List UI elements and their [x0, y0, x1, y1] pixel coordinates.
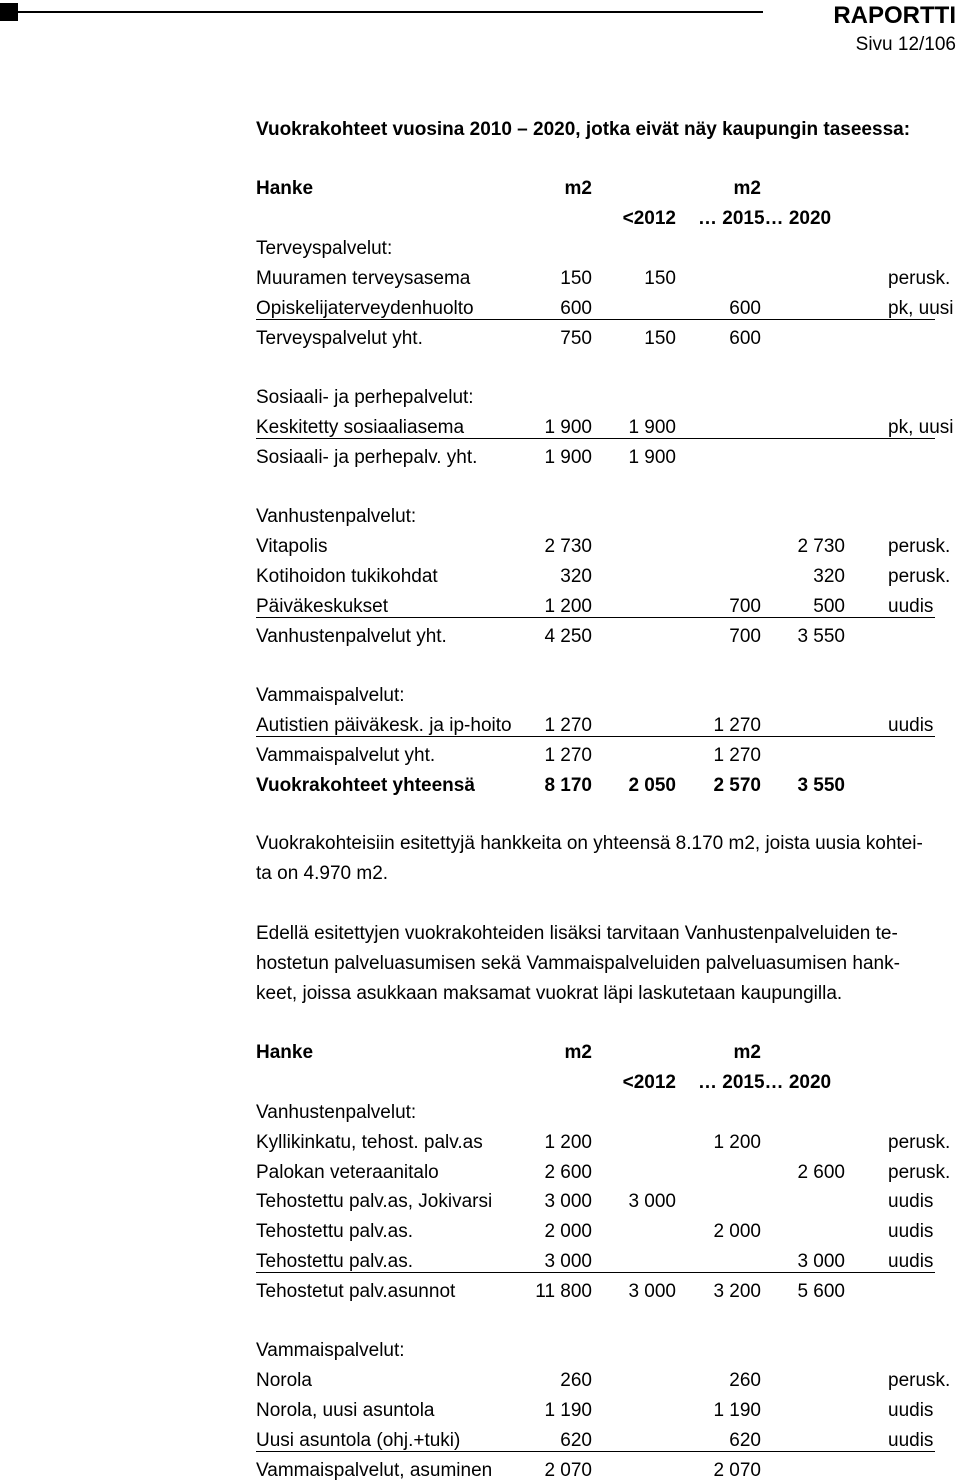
cell-c: 1 190	[713, 1400, 761, 1421]
cell-c: 260	[729, 1370, 761, 1391]
table1-header-row	[0, 176, 960, 202]
cell-name: Vanhustenpalvelut yht.	[256, 626, 447, 647]
cell-name: Tehostettu palv.as.	[256, 1221, 414, 1242]
cell-d: 5 600	[797, 1281, 845, 1302]
cell-name: Sosiaali- ja perhepalvelut:	[256, 387, 474, 408]
page-number: Sivu 12/106	[855, 34, 956, 55]
cell-name: Muuramen terveysasema	[256, 268, 471, 289]
cell-b: 3 000	[628, 1191, 676, 1212]
cell-a: 1 200	[544, 1132, 592, 1153]
table-row	[0, 1189, 960, 1215]
cell-c: 620	[729, 1430, 761, 1451]
additional-needs-paragraph: Edellä esitettyjen vuokrakohteiden lisäksi tarvitaan Vanhustenpalveluiden te-hostetun palveluasumisen sekä Vammaispalveluiden palveluasumisen hank-keet, joissa asukkaan maksamat vuokrat läpi laskutetaan kaupungilla.	[256, 923, 900, 1004]
cell-b: 2 050	[628, 775, 676, 796]
header-square-mark	[0, 3, 18, 21]
column-m2: m2	[564, 1042, 592, 1063]
cell-name: Kotihoidon tukikohdat	[256, 566, 438, 587]
cell-name: Vammaispalvelut, asuminen	[256, 1460, 493, 1481]
cell-name: Vanhustenpalvelut:	[256, 1102, 417, 1123]
column-m2-years: m2	[733, 1042, 761, 1063]
cell-b: 1 900	[628, 417, 676, 438]
table-row	[0, 326, 960, 352]
cell-a: 150	[560, 268, 592, 289]
cell-e: perusk.	[888, 1132, 951, 1153]
cell-e: perusk.	[888, 1162, 951, 1183]
table2-header-row	[0, 1040, 960, 1066]
cell-a: 1 200	[544, 596, 592, 617]
cell-e: uudis	[888, 1221, 934, 1242]
table-row	[0, 564, 960, 590]
cell-d: 500	[813, 596, 845, 617]
column-year-2012: <2012	[622, 208, 676, 229]
cell-d: 3 550	[797, 626, 845, 647]
cell-a: 4 250	[544, 626, 592, 647]
summary-paragraph: Vuokrakohteisiin esitettyjä hankkeita on yhteensä 8.170 m2, joista uusia kohtei-ta on 4.970 m2.	[256, 833, 923, 884]
cell-name: Vammaispalvelut:	[256, 685, 405, 706]
cell-a: 2 600	[544, 1162, 592, 1183]
cell-name: Terveyspalvelut yht.	[256, 328, 423, 349]
cell-name: Päiväkeskukset	[256, 596, 389, 617]
cell-a: 320	[560, 566, 592, 587]
cell-c: 2 070	[713, 1460, 761, 1481]
table-row	[0, 296, 960, 322]
cell-a: 750	[560, 328, 592, 349]
cell-d: 2 730	[797, 536, 845, 557]
cell-e: uudis	[888, 1191, 934, 1212]
cell-a: 2 730	[544, 536, 592, 557]
table-row	[0, 594, 960, 620]
section-heading: Vuokrakohteet vuosina 2010 – 2020, jotka eivät näy kaupungin taseessa:	[256, 119, 911, 140]
cell-a: 600	[560, 298, 592, 319]
cell-e: perusk.	[888, 536, 951, 557]
cell-a: 1 900	[544, 417, 592, 438]
table-row	[0, 1130, 960, 1156]
cell-c: 600	[729, 298, 761, 319]
cell-b: 1 900	[628, 447, 676, 468]
cell-name: Sosiaali- ja perhepalv. yht.	[256, 447, 478, 468]
cell-a: 3 000	[544, 1191, 592, 1212]
cell-a: 1 190	[544, 1400, 592, 1421]
cell-e: uudis	[888, 715, 934, 736]
row-underline	[256, 617, 935, 618]
cell-a: 260	[560, 1370, 592, 1391]
cell-e: uudis	[888, 1251, 934, 1272]
cell-name: Tehostettu palv.as, Jokivarsi	[256, 1191, 493, 1212]
cell-a: 620	[560, 1430, 592, 1451]
row-underline	[256, 1272, 935, 1273]
cell-b: 3 000	[628, 1281, 676, 1302]
cell-a: 8 170	[544, 775, 592, 796]
cell-name: Opiskelijaterveydenhuolto	[256, 298, 474, 319]
table-row	[0, 1279, 960, 1305]
cell-c: 3 200	[713, 1281, 761, 1302]
row-underline	[256, 319, 935, 320]
column-years-2015-2020: … 2015… 2020	[698, 1072, 832, 1093]
cell-a: 1 900	[544, 447, 592, 468]
cell-c: 700	[729, 626, 761, 647]
table1-year-row	[0, 206, 960, 232]
table-row	[0, 1368, 960, 1394]
cell-e: uudis	[888, 1430, 934, 1451]
column-m2: m2	[564, 178, 592, 199]
table-row	[0, 445, 960, 471]
table-row	[0, 266, 960, 292]
cell-a: 3 000	[544, 1251, 592, 1272]
cell-a: 11 800	[535, 1281, 592, 1302]
row-underline	[256, 736, 935, 737]
cell-d: 3 550	[797, 775, 845, 796]
cell-b: 150	[644, 268, 676, 289]
section-label-row	[0, 1338, 960, 1364]
cell-name: Vanhustenpalvelut:	[256, 506, 417, 527]
cell-name: Autistien päiväkesk. ja ip-hoito	[256, 715, 512, 736]
column-year-2012: <2012	[622, 1072, 676, 1093]
header-rule	[18, 11, 763, 13]
section-label-row	[0, 504, 960, 530]
cell-a: 2 000	[544, 1221, 592, 1242]
report-title: RAPORTTI	[833, 2, 956, 29]
table-row	[0, 743, 960, 769]
table-row	[0, 1428, 960, 1454]
table-row	[0, 1219, 960, 1245]
cell-name: Tehostettu palv.as.	[256, 1251, 414, 1272]
section-label-row	[0, 1100, 960, 1126]
cell-name: Terveyspalvelut:	[256, 238, 393, 259]
section-label-row	[0, 683, 960, 709]
table-row	[0, 534, 960, 560]
row-underline	[256, 438, 935, 439]
cell-name: Uusi asuntola (ohj.+tuki)	[256, 1430, 461, 1451]
table2-year-row	[0, 1070, 960, 1096]
cell-name: Vuokrakohteet yhteensä	[256, 775, 475, 796]
cell-c: 1 270	[713, 745, 761, 766]
cell-d: 3 000	[797, 1251, 845, 1272]
cell-c: 2 000	[713, 1221, 761, 1242]
table-row	[0, 1398, 960, 1424]
cell-c: 1 270	[713, 715, 761, 736]
column-years-2015-2020: … 2015… 2020	[698, 208, 832, 229]
cell-e: uudis	[888, 596, 934, 617]
cell-a: 2 070	[544, 1460, 592, 1481]
table-row	[0, 1249, 960, 1275]
cell-name: Palokan veteraanitalo	[256, 1162, 439, 1183]
column-m2-years: m2	[733, 178, 761, 199]
section-label-row	[0, 236, 960, 262]
cell-c: 600	[729, 328, 761, 349]
cell-e: perusk.	[888, 1370, 951, 1391]
cell-c: 700	[729, 596, 761, 617]
cell-e: pk, uusi	[888, 417, 954, 438]
cell-name: Vitapolis	[256, 536, 328, 557]
section-label-row	[0, 385, 960, 411]
cell-d: 320	[813, 566, 845, 587]
cell-name: Kyllikinkatu, tehost. palv.as	[256, 1132, 483, 1153]
row-underline	[256, 1451, 935, 1452]
cell-name: Keskitetty sosiaaliasema	[256, 417, 465, 438]
cell-c: 1 200	[713, 1132, 761, 1153]
cell-name: Tehostetut palv.asunnot	[256, 1281, 456, 1302]
column-hanke: Hanke	[256, 1042, 314, 1063]
cell-name: Vammaispalvelut yht.	[256, 745, 436, 766]
table-row	[0, 1160, 960, 1186]
table-row	[0, 624, 960, 650]
cell-d: 2 600	[797, 1162, 845, 1183]
cell-name: Norola	[256, 1370, 312, 1391]
cell-e: perusk.	[888, 566, 951, 587]
table-row	[0, 713, 960, 739]
cell-e: pk, uusi	[888, 298, 954, 319]
cell-a: 1 270	[544, 715, 592, 736]
cell-c: 2 570	[713, 775, 761, 796]
cell-b: 150	[644, 328, 676, 349]
table-row	[0, 415, 960, 441]
cell-name: Norola, uusi asuntola	[256, 1400, 435, 1421]
table-row	[0, 773, 960, 799]
column-hanke: Hanke	[256, 178, 314, 199]
cell-e: uudis	[888, 1400, 934, 1421]
cell-a: 1 270	[544, 745, 592, 766]
cell-name: Vammaispalvelut:	[256, 1340, 405, 1361]
table-row	[0, 1458, 960, 1484]
cell-e: perusk.	[888, 268, 951, 289]
